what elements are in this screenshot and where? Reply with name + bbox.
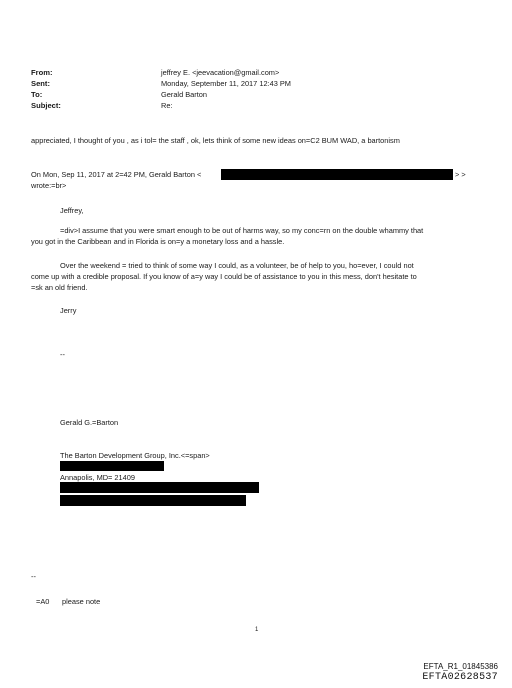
para1-line1: =div>I assume that you were smart enough to be out of harms way, so my conc=rn on the double whammy that: [60, 226, 424, 235]
quote-header-prefix: On Mon, Sep 11, 2017 at 2=42 PM, Gerald Barton <: [31, 170, 202, 179]
from-label: From:: [31, 68, 53, 77]
to-value: Gerald Barton: [161, 90, 208, 99]
para2-line3: =sk an old friend.: [31, 283, 88, 292]
bates-line-1: EFTA_R1_01845386: [423, 662, 498, 671]
signature-city: Annapolis, MD= 21409: [60, 473, 135, 482]
quote-header-wrote: wrote:=br>: [31, 181, 67, 190]
bates-line-2: EFTA02628537: [422, 672, 498, 683]
from-value: jeffrey E. <jeevacation@gmail.com>: [161, 68, 280, 77]
signoff: Jerry: [60, 306, 77, 315]
redaction-address: [60, 461, 164, 471]
para2-line1: Over the weekend = tried to think of some way I could, as a volunteer, be of help to you, ho=ever, I could not: [60, 261, 414, 270]
quote-header-suffix: > >: [455, 170, 466, 179]
redaction-phone-1: [60, 482, 259, 493]
subject-value: Re:: [161, 101, 173, 110]
para2-line2: come up with a credible proposal. If you know of a=y way I could be of assistance to you in this mess, don't hesitate to: [31, 272, 417, 281]
signature-dashes: --: [60, 350, 65, 359]
reply-line: appreciated, I thought of you , as i tol= the staff , ok, lets think of some new ideas on=C2 BUM WAD, a bartonism: [31, 136, 400, 145]
signature-company: The Barton Development Group, Inc.<=span>: [60, 451, 210, 460]
signature-name: Gerald G.=Barton: [60, 418, 119, 427]
footer-note-a0: =A0: [36, 597, 50, 606]
footer-dashes: --: [31, 572, 36, 581]
sent-value: Monday, September 11, 2017 12:43 PM: [161, 79, 291, 88]
sent-label: Sent:: [31, 79, 50, 88]
to-label: To:: [31, 90, 43, 99]
redaction-phone-2: [60, 495, 246, 506]
redaction-email: [221, 169, 453, 180]
greeting: Jeffrey,: [60, 206, 84, 215]
footer-note: please note: [62, 597, 101, 606]
para1-line2: you got in the Caribbean and in Florida is on=y a monetary loss and a hassle.: [31, 237, 285, 246]
subject-label: Subject:: [31, 101, 61, 110]
page-number: 1: [255, 627, 259, 633]
